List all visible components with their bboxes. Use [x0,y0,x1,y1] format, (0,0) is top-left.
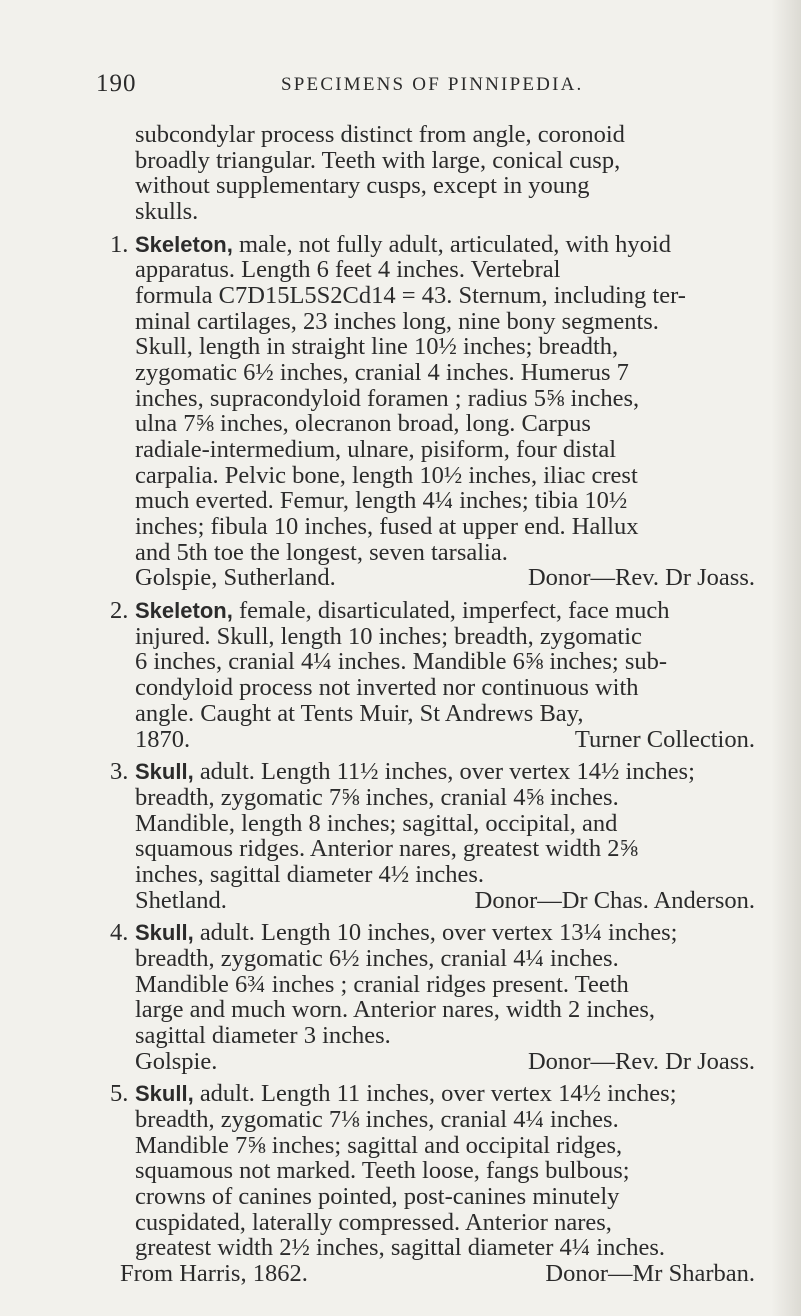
entry-line: greatest width 2½ inches, sagittal diameter 4¼ inches. [135,1234,666,1261]
entry-line: breadth, zygomatic 7⅝ inches, cranial 4⅝ inches. [135,784,619,811]
entry-line: ulna 7⅝ inches, olecranon broad, long. Carpus [135,410,591,437]
entry-title: Skeleton, [135,232,233,257]
entry-title: Skull, [135,1081,194,1106]
intro-line: skulls. [135,198,199,225]
entry-footer [135,728,755,753]
entry-source: Donor—Mr Sharban. [545,1260,755,1287]
entry-line: breadth, zygomatic 6½ inches, cranial 4¼ inches. [135,945,619,972]
page-edge-shadow [771,0,801,1316]
entry-locality: From Harris, 1862. [120,1260,308,1287]
entry-locality: 1870. [135,726,191,753]
entry-line: sagittal diameter 3 inches. [135,1022,391,1049]
entry-line: crowns of canines pointed, post-canines minutely [135,1183,620,1210]
intro-line: without supplementary cusps, except in young [135,172,590,199]
entry-line: Skull, length in straight line 10½ inches; breadth, [135,333,619,360]
entry-text: adult. Length 11 inches, over vertex 14½ inches; [199,1080,677,1107]
entry-first-line [135,599,670,624]
entry-source: Turner Collection. [574,726,755,753]
entry-line: radiale-intermedium, ulnare, pisiform, four distal [135,436,617,463]
entry-number: 4. [110,919,129,946]
entry-line: inches, supracondyloid foramen ; radius 5⅝ inches, [135,385,640,412]
entry-line: carpalia. Pelvic bone, length 10½ inches, iliac crest [135,462,638,489]
entry-line: 6 inches, cranial 4¼ inches. Mandible 6⅝ inches; sub- [135,648,668,675]
entry-first-line [135,233,671,258]
entry-source: Donor—Dr Chas. Anderson. [474,887,755,914]
entry-line: injured. Skull, length 10 inches; breadth, zygomatic [135,623,642,650]
entry-text: female, disarticulated, imperfect, face much [238,597,670,624]
entry-number: 5. [110,1080,129,1107]
intro-line: subcondylar process distinct from angle, coronoid [135,121,625,148]
entry-line: Mandible 7⅝ inches; sagittal and occipital ridges, [135,1132,623,1159]
entry-line: minal cartilages, 23 inches long, nine bony segments. [135,308,659,335]
entry-line: cuspidated, laterally compressed. Anterior nares, [135,1209,612,1236]
entry-line: squamous not marked. Teeth loose, fangs bulbous; [135,1157,630,1184]
entry-first-line [135,921,677,946]
entry-footer [135,1050,755,1075]
entry-line: large and much worn. Anterior nares, width 2 inches, [135,996,656,1023]
entry-line: apparatus. Length 6 feet 4 inches. Vertebral [135,256,561,283]
entry-line: zygomatic 6½ inches, cranial 4 inches. Humerus 7 [135,359,629,386]
entry-locality: Golspie, Sutherland. [135,564,336,591]
entry-title: Skull, [135,920,194,945]
entry-number: 3. [110,758,129,785]
entry-first-line [135,760,695,785]
entry-footer [135,889,755,914]
entry-line: inches, sagittal diameter 4½ inches. [135,861,485,888]
entry-line: Mandible, length 8 inches; sagittal, occipital, and [135,810,618,837]
entry-line: squamous ridges. Anterior nares, greatest width 2⅝ [135,835,638,862]
entry-locality: Shetland. [135,887,227,914]
entry-line: Mandible 6¾ inches ; cranial ridges present. Teeth [135,971,629,998]
entry-number: 1. [110,231,129,258]
entry-line: angle. Caught at Tents Muir, St Andrews Bay, [135,700,584,727]
entry-line: condyloid process not inverted nor continuous with [135,674,639,701]
entry-source: Donor—Rev. Dr Joass. [527,1048,755,1075]
entry-line: much everted. Femur, length 4¼ inches; tibia 10½ [135,487,628,514]
entry-footer [120,1262,755,1287]
entry-locality: Golspie. [135,1048,218,1075]
page-number: 190 [96,70,137,97]
entry-line: and 5th toe the longest, seven tarsalia. [135,539,508,566]
page-header [96,70,716,104]
entry-line: inches; fibula 10 inches, fused at upper end. Hallux [135,513,639,540]
entry-footer [135,566,755,591]
entry-text: adult. Length 11½ inches, over vertex 14½ inches; [199,758,695,785]
entry-text: adult. Length 10 inches, over vertex 13¼ inches; [199,919,678,946]
entry-line: formula C7D15L5S2Cd14 = 43. Sternum, including ter- [135,282,686,309]
entry-line: breadth, zygomatic 7⅛ inches, cranial 4¼ inches. [135,1106,619,1133]
entry-number: 2. [110,597,129,624]
intro-line: broadly triangular. Teeth with large, conical cusp, [135,147,621,174]
entry-title: Skeleton, [135,598,233,623]
entry-text: male, not fully adult, articulated, with hyoid [238,231,671,258]
entry-first-line [135,1082,677,1107]
running-title: SPECIMENS OF PINNIPEDIA. [281,74,584,95]
entry-title: Skull, [135,759,194,784]
entry-source: Donor—Rev. Dr Joass. [527,564,755,591]
